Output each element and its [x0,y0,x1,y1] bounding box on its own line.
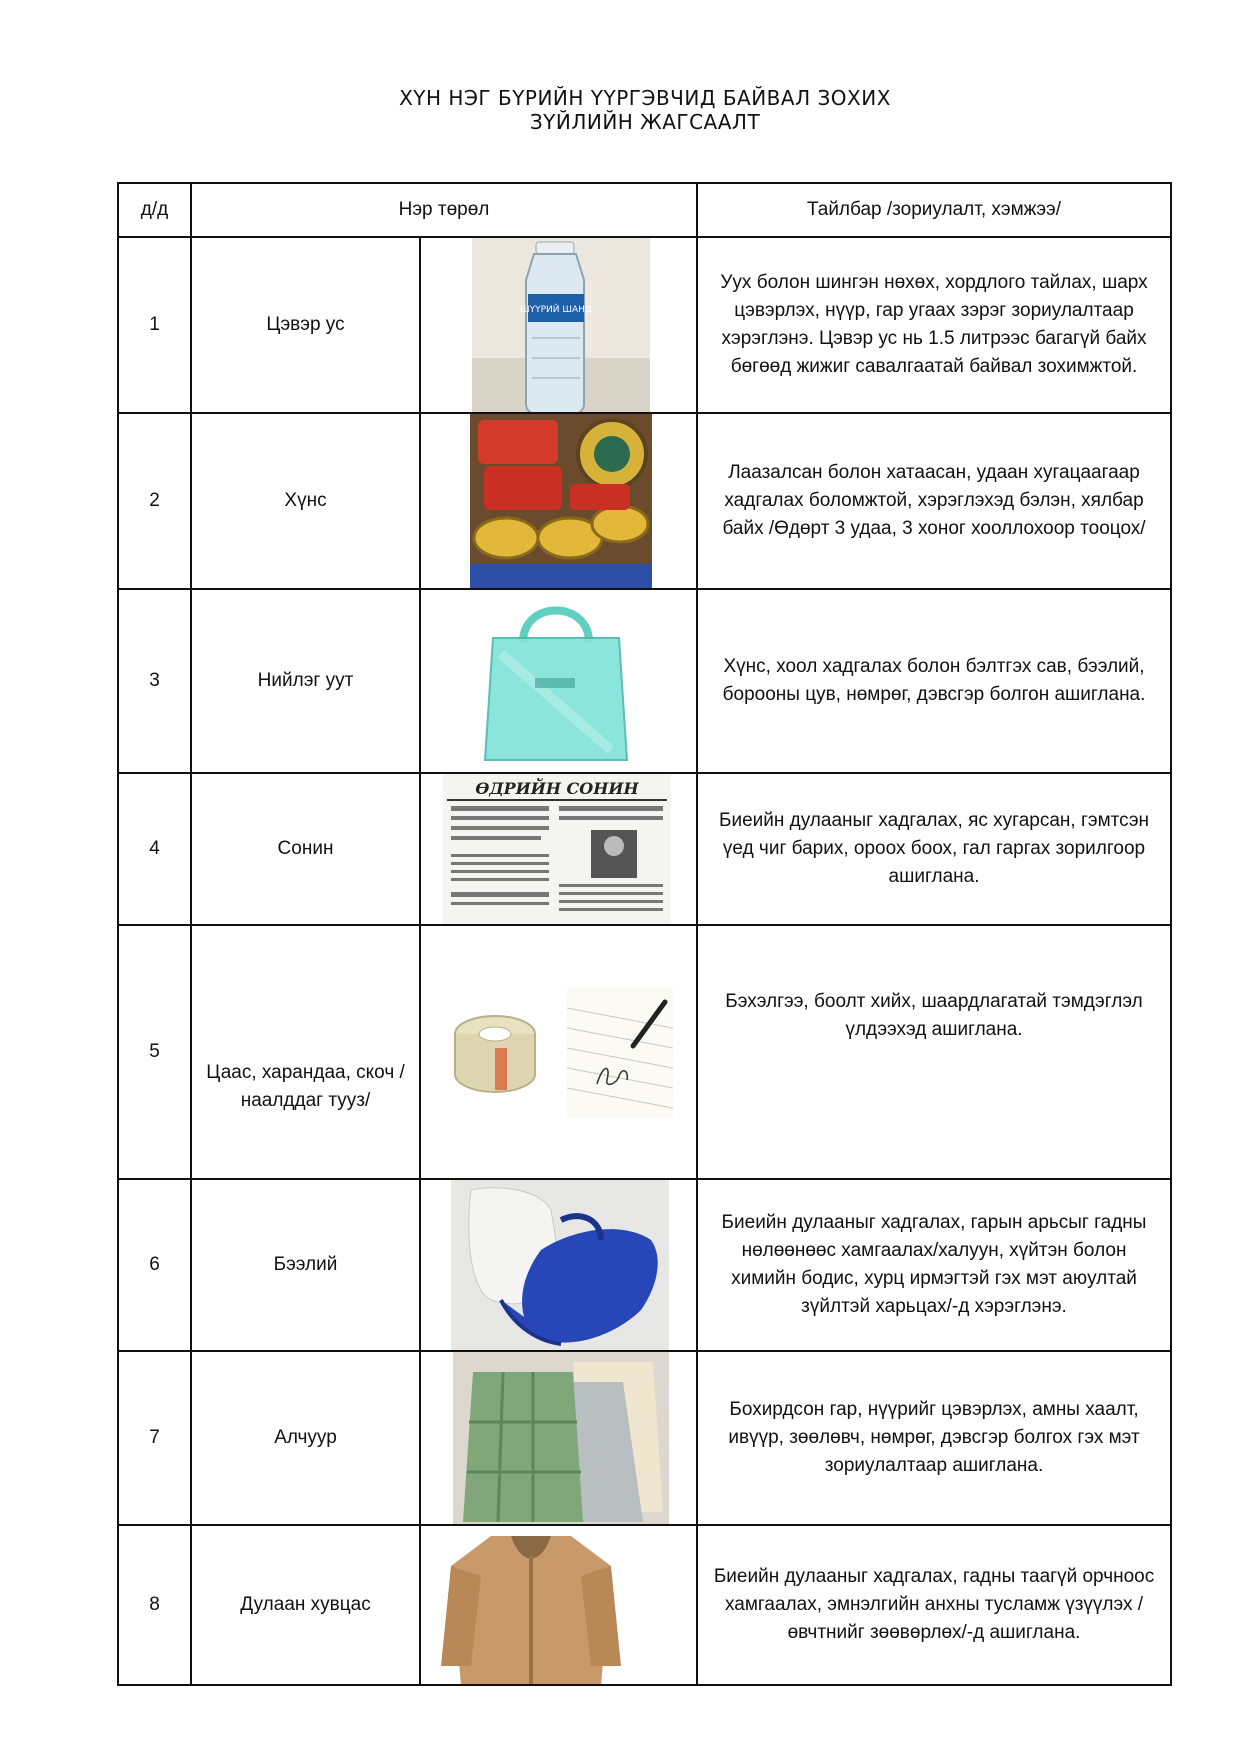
row-number: 7 [118,1351,191,1525]
newspaper-masthead: ӨДРИЙН СОНИН [475,779,639,798]
row-number: 2 [118,413,191,589]
row-image [420,773,697,925]
header-description: Тайлбар /зориулалт, хэмжээ/ [697,183,1171,237]
header-number: д/д [118,183,191,237]
row-description: Бохирдсон гар, нүүрийг цэвэрлэх, амны хаалт, ивүүр, зөөлөвч, нөмрөг, дэвсгэр болгох гэх мэт зориулалтаар ашиглана. [697,1351,1171,1525]
header-name: Нэр төрөл [191,183,697,237]
row-image [420,1351,697,1525]
row-description: Биеийн дулааныг хадгалах, гадны таагүй орчноос хамгаалах, эмнэлгийн анхны тусламж үзүүлэх /өвчтнийг зөөвөрлөх/-д ашиглана. [697,1525,1171,1685]
water-bottle-icon [472,238,650,413]
row-number: 6 [118,1179,191,1351]
table-header-row [118,183,1171,237]
row-description: Бэхэлгээ, боолт хийх, шаардлагатай тэмдэглэл үлдээхэд ашиглана. [697,925,1171,1179]
row-number: 3 [118,589,191,773]
paper-pen-icon [567,988,673,1118]
row-description: Уух болон шингэн нөхөх, хордлого тайлах, шарх цэвэрлэх, нүүр, гар угаах зэрэг зориулалтаар хэрэглэнэ. Цэвэр ус нь 1.5 литрээс багагүй байх бөгөөд жижиг савалгаатай байвал зохимжтой. [697,237,1171,413]
row-name: Цэвэр ус [191,237,420,413]
tape-icon [451,1004,539,1102]
towels-icon [453,1352,669,1525]
row-name: Цаас, харандаа, скоч /наалддаг тууз/ [191,925,420,1179]
table-row [118,413,1171,589]
row-number: 5 [118,925,191,1179]
table-row [118,925,1171,1179]
row-name: Бээлий [191,1179,420,1351]
plastic-bag-icon [471,594,641,770]
row-name: Нийлэг уут [191,589,420,773]
table-row [118,773,1171,925]
row-name: Дулаан хувцас [191,1525,420,1685]
row-number: 1 [118,237,191,413]
table-row [118,589,1171,773]
row-description: Биеийн дулааныг хадгалах, гарын арьсыг гадны нөлөөнөөс хамгаалах/халуун, хүйтэн болон химийн бодис, хурц ирмэгтэй гэх мэт аюултай зүйлтэй харьцах/-д хэрэглэнэ. [697,1179,1171,1351]
table-row [118,1525,1171,1685]
table-row [118,1351,1171,1525]
canned-food-icon [470,414,652,589]
row-description: Лаазалсан болон хатаасан, удаан хугацаагаар хадгалах боломжтой, хэрэглэхэд бэлэн, хялбар байх /Өдөрт 3 удаа, 3 хоног хооллохоор тооцох/ [697,413,1171,589]
newspaper-icon [443,774,671,925]
row-image [420,925,697,1179]
row-number: 8 [118,1525,191,1685]
gloves-icon [451,1180,669,1351]
warm-jacket-icon [431,1526,631,1685]
row-name: Хүнс [191,413,420,589]
row-image [420,1179,697,1351]
page-title [0,86,1240,134]
bottle-label: ШҮҮРИЙ ШАНД [520,305,592,315]
table-row [118,1179,1171,1351]
items-table [117,182,1172,1686]
row-image [420,413,697,589]
row-description: Биеийн дулааныг хадгалах, яс хугарсан, гэмтсэн үед чиг барих, ороох боох, гал гаргах зорилгоор ашиглана. [697,773,1171,925]
row-name: Алчуур [191,1351,420,1525]
row-name: Сонин [191,773,420,925]
row-image [420,1525,697,1685]
row-description: Хүнс, хоол хадгалах болон бэлтгэх сав, бээлий, борооны цув, нөмрөг, дэвсгэр болгон ашиглана. [697,589,1171,773]
page-title-line-2: ЗҮЙЛИЙН ЖАГСААЛТ [529,110,761,134]
row-number: 4 [118,773,191,925]
table-row [118,237,1171,413]
page-title-line-1: ХҮН НЭГ БҮРИЙН ҮҮРГЭВЧИД БАЙВАЛ ЗОХИХ [399,86,891,110]
row-image [420,589,697,773]
row-image [420,237,697,413]
